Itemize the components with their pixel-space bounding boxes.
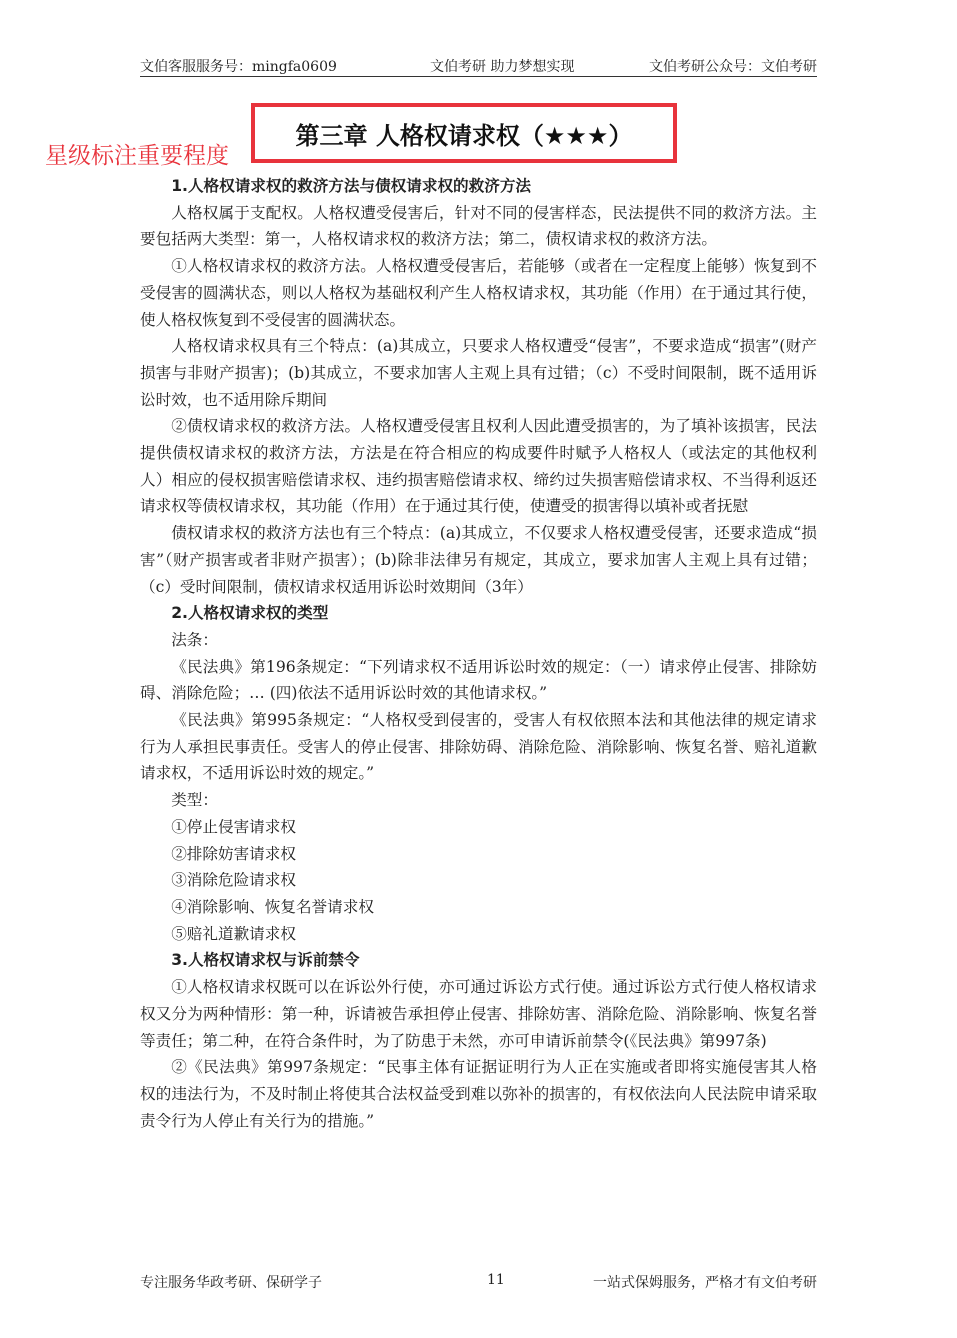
body-paragraph: ②债权请求权的救济方法。人格权遭受侵害且权利人因此遭受损害的，为了填补该损害，民法提供债权请求权的救济方法，方法是在符合相应的构成要件时赋予人格权人（或法定的其他权利人）相应的侵权损害赔偿请求权、违约损害赔偿请求权、缔约过失损害赔偿请求权、不当得利返还请求权等债权请求权，其功能（作用）在于通过其行使，使遭受的损害得以填补或者抚慰 [140,417,817,516]
body-paragraph: ③消除危险请求权 [171,871,296,890]
body-paragraph: ①人格权请求权既可以在诉讼外行使，亦可通过诉讼方式行使。通过诉讼方式行使人格权请求权又分为两种情形：第一种，诉请被告承担停止侵害、排除妨害、消除危险、消除影响、恢复名誉等责任；第二种，在符合条件时，为了防患于未然，亦可申请诉前禁令(《民法典》第997条) [140,978,817,1050]
body-paragraph: ②排除妨害请求权 [171,844,296,863]
page-header [140,54,817,77]
body-paragraph: ①人格权请求权的救济方法。人格权遭受侵害后，若能够（或者在一定程度上能够）恢复到不受侵害的圆满状态，则以人格权为基础权利产生人格权请求权，其功能（作用）在于通过其行使，使人格权恢复到不受侵害的圆满状态。 [140,257,817,329]
chapter-title: 第三章 人格权请求权（★★★） [295,121,633,150]
body-paragraph: ④消除影响、恢复名誉请求权 [171,897,374,916]
header-slogan: 文伯考研 助力梦想实现 [430,59,575,75]
body-paragraph: 人格权属于支配权。人格权遭受侵害后，针对不同的侵害样态，民法提供不同的救济方法。主要包括两大类型：第一，人格权请求权的救济方法；第二，债权请求权的救济方法。 [140,203,817,249]
body-paragraph: ①停止侵害请求权 [171,817,296,836]
footer-right-text: 一站式保姆服务，严格才有文伯考研 [593,1275,817,1291]
body-paragraph: 人格权请求权具有三个特点：(a)其成立，只要求人格权遭受“侵害”，不要求造成“损害”(财产损害与非财产损害)；(b)其成立，不要求加害人主观上具有过错；（c）不受时间限制，既不适用诉讼时效，也不适用除斥期间 [140,337,817,409]
document-body [140,173,817,1134]
body-paragraph: 法条： [171,630,218,649]
header-service-account: 文伯客服服务号：mingfa0609 [140,59,337,75]
section-heading: 2.人格权请求权的类型 [171,604,329,623]
body-paragraph: 类型： [171,791,218,810]
page-number: 11 [487,1272,505,1288]
body-paragraph: 《民法典》第995条规定：“人格权受到侵害的，受害人有权依照本法和其他法律的规定请求行为人承担民事责任。受害人的停止侵害、排除妨碍、消除危险、消除影响、恢复名誉、赔礼道歉请求权，不适用诉讼时效的规定。” [140,711,817,783]
section-heading: 3.人格权请求权与诉前禁令 [171,951,360,970]
page-footer [140,1272,817,1292]
section-heading: 1.人格权请求权的救济方法与债权请求权的救济方法 [171,177,532,195]
body-paragraph: ②《民法典》第997条规定：“民事主体有证据证明行为人正在实施或者即将实施侵害其人格权的违法行为，不及时制止将使其合法权益受到难以弥补的损害的，有权依法向人民法院申请采取责令行为人停止有关行为的措施。” [140,1058,817,1130]
chapter-title-box [251,103,677,163]
body-paragraph: ⑤赔礼道歉请求权 [171,924,296,943]
footer-left-text: 专注服务华政考研、保研学子 [140,1275,322,1291]
header-public-account: 文伯考研公众号：文伯考研 [649,59,817,75]
body-paragraph: 债权请求权的救济方法也有三个特点：(a)其成立，不仅要求人格权遭受侵害，还要求造成“损害”（财产损害或者非财产损害）；(b)除非法律另有规定，其成立，要求加害人主观上具有过错；（c）受时间限制，债权请求权适用诉讼时效期间（3年） [140,524,817,596]
importance-annotation: 星级标注重要程度 [45,143,229,169]
body-paragraph: 《民法典》第196条规定：“下列请求权不适用诉讼时效的规定：（一）请求停止侵害、排除妨碍、消除危险；… (四)依法不适用诉讼时效的其他请求权。” [140,657,817,703]
